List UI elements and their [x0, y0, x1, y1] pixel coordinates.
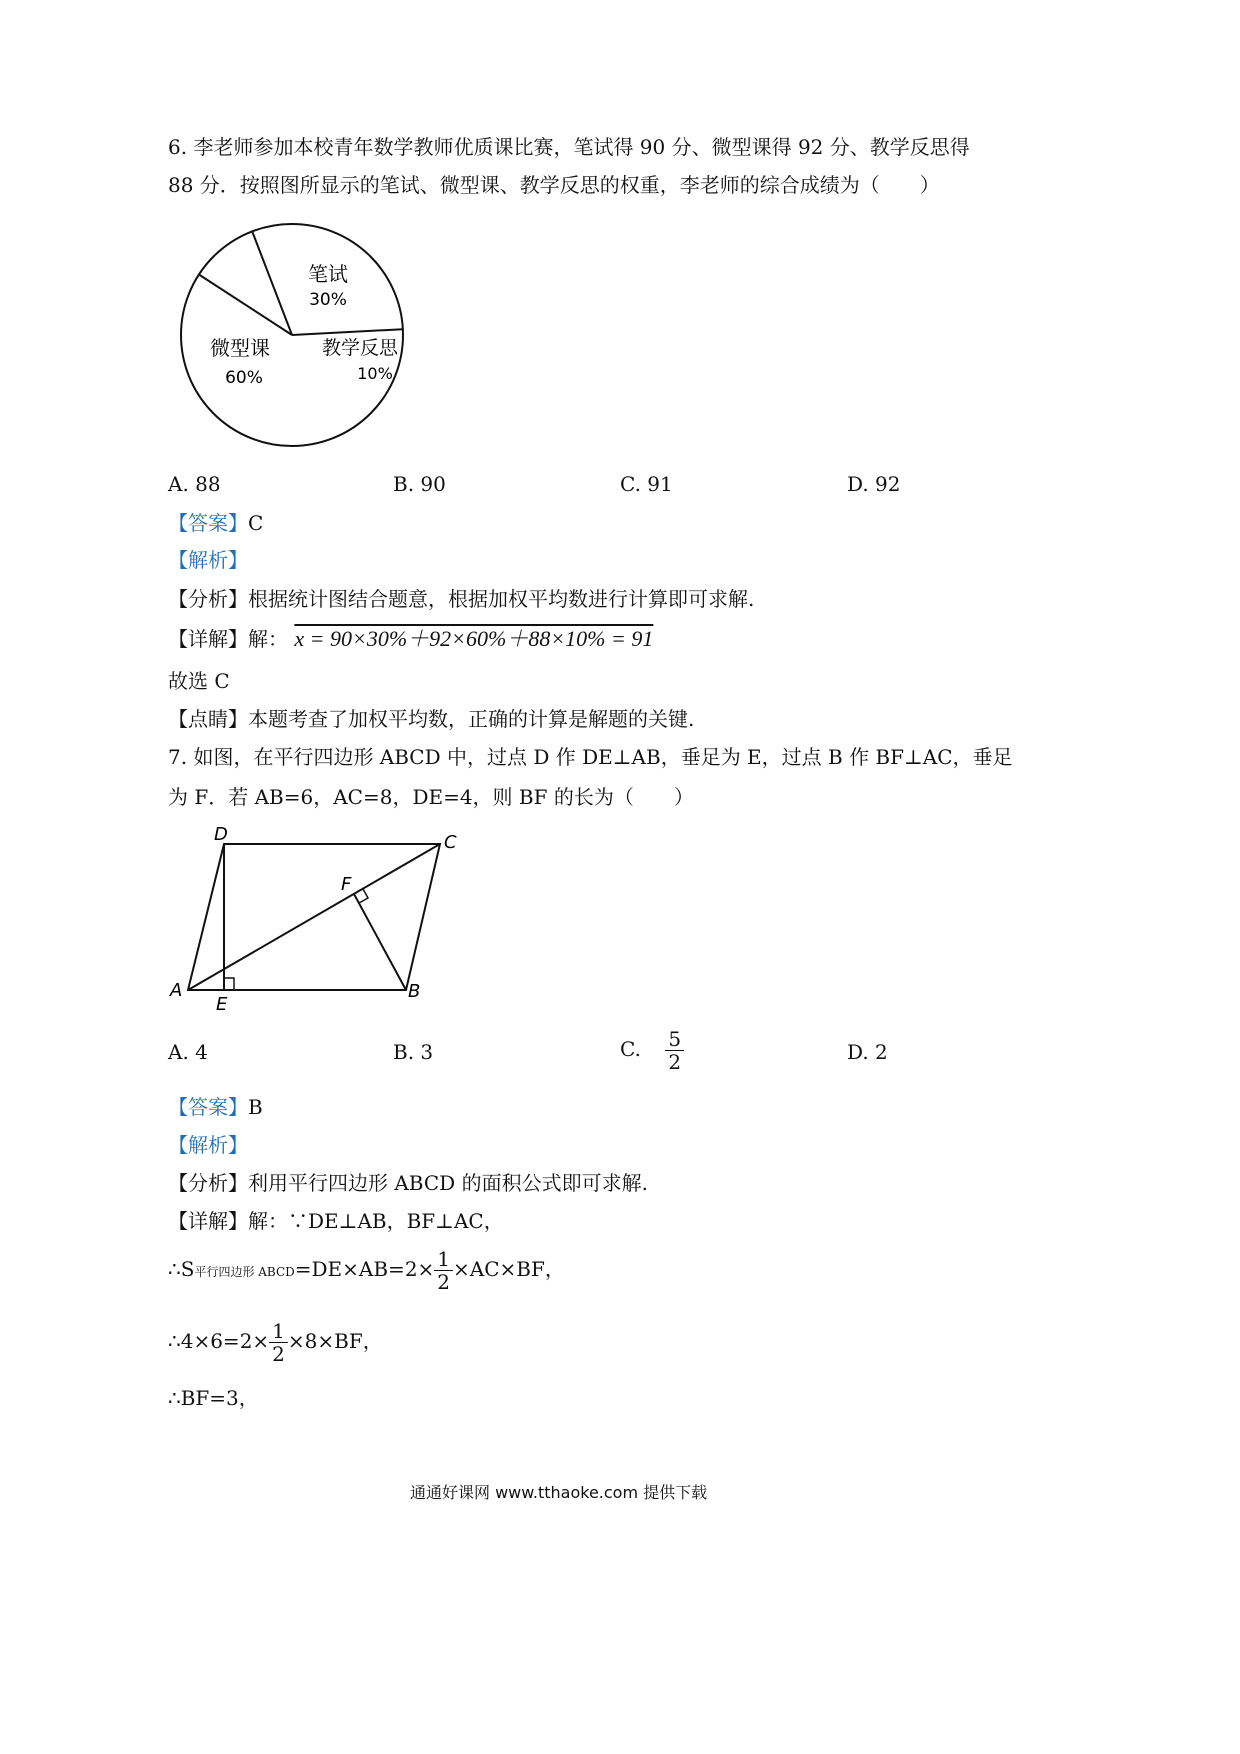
q7-step1: ∴S平行四边形 ABCD=DE×AB=2× $\frac{1}{2}$ ×AC×BF， [168, 1247, 565, 1294]
q6-stem-line2: 88 分．按照图所显示的笔试、微型课、教学反思的权重，李老师的综合成绩为（ ） [168, 173, 940, 197]
fraction-one-half: $\frac{1}{2}$ [269, 1320, 288, 1365]
pie-slice-boundary-2 [292, 329, 403, 335]
pie-chart [170, 215, 420, 455]
q6-option-b: B. 90 [393, 472, 446, 496]
q7-fenxi: 【分析】利用平行四边形 ABCD 的面积公式即可求解. [168, 1171, 648, 1195]
q7-step2: ∴4×6=2× $\frac{1}{2}$ ×8×BF， [168, 1319, 383, 1366]
pie-slice-boundary-3 [199, 275, 292, 336]
q6-option-d: D. 92 [847, 472, 901, 496]
pie-value-written: 30% [309, 290, 347, 310]
q6-option-c: C. 91 [620, 472, 673, 496]
parallelogram-figure [168, 820, 468, 1015]
pie-label-microlesson: 微型课 [210, 336, 270, 360]
pie-label-written: 笔试 [308, 262, 348, 286]
q6-option-a: A. 88 [168, 472, 221, 496]
pie-slice-boundary-1 [252, 231, 292, 335]
label-a: A [170, 980, 183, 1001]
pie-value-reflection: 10% [357, 364, 393, 383]
page-footer: 通通好课网 www.tthaoke.com 提供下载 [410, 1483, 708, 1502]
pie-label-reflection: 教学反思 [321, 337, 399, 359]
q7-step3: ∴BF=3， [168, 1386, 259, 1410]
diagonal-ac [188, 844, 440, 990]
q7-analysis-tag: 【解析】 [168, 1133, 248, 1157]
q7-option-d: D. 2 [847, 1040, 888, 1064]
q7-stem-line1: 7. 如图，在平行四边形 ABCD 中，过点 D 作 DE⊥AB，垂足为 E，过点 B 作 BF⊥AC，垂足 [168, 745, 1013, 769]
q6-stem-line1: 6. 李老师参加本校青年数学教师优质课比赛，笔试得 90 分、微型课得 92 分、教学反思得 [168, 135, 970, 159]
q6-fenxi: 【分析】根据统计图结合题意，根据加权平均数进行计算即可求解. [168, 587, 755, 611]
q6-dianjing: 【点睛】本题考查了加权平均数，正确的计算是解题的关键. [168, 707, 695, 731]
q6-conclusion: 故选 C [168, 669, 230, 693]
q7-answer: 【答案】B [168, 1095, 263, 1119]
q7-option-c: C. $\frac{5}{2}$ [620, 1028, 684, 1073]
fraction-one-half: $\frac{1}{2}$ [434, 1248, 453, 1293]
label-d: D [214, 824, 228, 845]
label-b: B [408, 981, 421, 1002]
q6-formula: x = 90×30%＋92×60%＋88×10% = 91 [294, 626, 654, 651]
pie-slices [199, 231, 403, 335]
segment-bf [354, 894, 406, 990]
q6-analysis-tag: 【解析】 [168, 548, 248, 572]
label-e: E [216, 994, 228, 1015]
q6-detail: 【详解】解： x = 90×30%＋92×60%＋88×10% = 91 [168, 626, 654, 651]
pie-value-microlesson: 60% [225, 368, 263, 388]
q7-detail: 【详解】解：∵DE⊥AB，BF⊥AC， [168, 1209, 504, 1233]
label-f: F [341, 874, 352, 895]
right-angle-e [224, 978, 234, 990]
label-c: C [444, 832, 457, 853]
fraction-five-halves: $\frac{5}{2}$ [665, 1028, 684, 1073]
q6-answer: 【答案】C [168, 511, 264, 535]
q7-option-a: A. 4 [168, 1040, 208, 1064]
q7-stem-line2: 为 F．若 AB=6，AC=8，DE=4，则 BF 的长为（ ） [168, 785, 694, 809]
q7-option-b: B. 3 [393, 1040, 434, 1064]
